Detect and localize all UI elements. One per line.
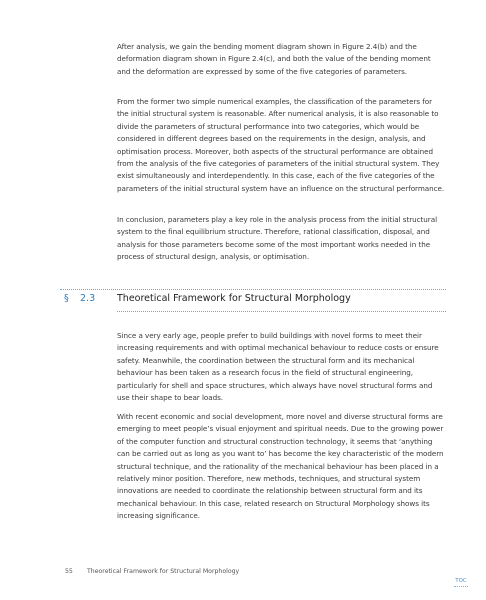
paragraph-figure-analysis: After analysis, we gain the bending moment diagram shown in Figure 2.4(b) and the deformation diagram shown in Figure 2.4(c), and both the value of the bending moment and the deformation are expressed by some of the five categories of parameters. bbox=[117, 42, 431, 76]
section-symbol: § bbox=[64, 293, 69, 304]
paragraph-conclusion: In conclusion, parameters play a key role in the analysis process from the initial structural system to the final equilibrium structure. Therefore, rational classification, disposal, and analysis for those parameters become some of the most important works needed in the process of structural design, analysis, or optimisation. bbox=[117, 215, 438, 262]
toc-link[interactable] bbox=[453, 578, 469, 587]
section-heading: Theoretical Framework for Structural Morphology bbox=[117, 293, 351, 304]
paragraph-recent-development: With recent economic and social development, more novel and diverse structural forms are emerging to meet people’s visual enjoyment and spiritual needs. Due to the growing power of the computer function and structural construction technology, it seems that ‘anything can be carried out as long as you want to’ has become the key characteristic of the modern structural technique, and the rationality of the mechanical behaviour has been placed in a relatively minor position. Therefore, new methods, techniques, and structural system innovations are needed to coordinate the relationship between structural form and its mechanical behaviour. In this case, related research on Structural Morphology shows its increasing significance. bbox=[117, 412, 444, 521]
paragraph-early-age: Since a very early age, people prefer to build buildings with novel forms to meet their increasing requirements and with optimal mechanical behaviour to reduce costs or ensure safety. Meanwhile, the coordination between the structural form and its mechanical behaviour has been taken as a research focus in the field of structural engineering, particularly for shell and space structures, which always have novel structural forms and use their shape to bear loads. bbox=[117, 331, 439, 403]
section-divider-bottom bbox=[117, 311, 446, 312]
toc-underline bbox=[454, 586, 468, 587]
running-footer-title: Theoretical Framework for Structural Morphology bbox=[87, 568, 240, 575]
page-number: 55 bbox=[65, 568, 73, 575]
section-number: 2.3 bbox=[80, 293, 96, 304]
paragraph-parameter-classification: From the former two simple numerical examples, the classification of the parameters for the initial structural system is reasonable. After numerical analysis, it is also reasonable to divide the parameters of structural performance into two categories, which would be considered in different degrees based on the requirements in the design, analysis, and optimisation process. Moreover, both aspects of the structural performance are obtained from the analysis of the five categories of parameters of the initial structural system. They exist simultaneously and interdependently. In this case, each of the five categories of the parameters of the initial structural system have an influence on the structural performance. bbox=[117, 97, 445, 193]
section-divider-top bbox=[60, 289, 446, 290]
toc-label[interactable]: TOC bbox=[455, 578, 467, 584]
